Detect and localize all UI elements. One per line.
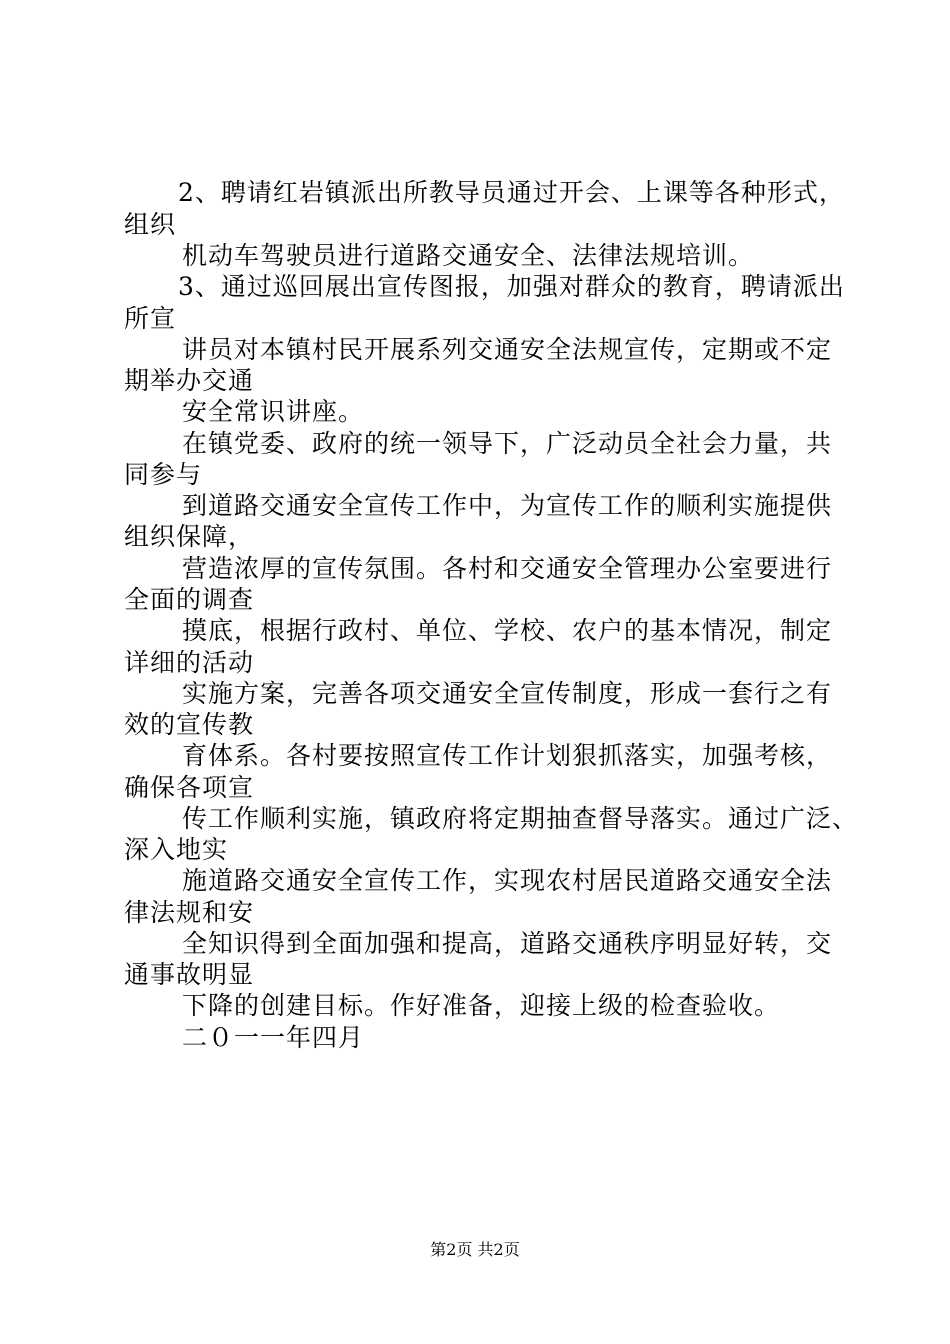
text-line: 摸底，根据行政村、单位、学校、农户的基本情况，制定 <box>182 616 833 645</box>
text-line: 施道路交通安全宣传工作，实现农村居民道路交通安全法 <box>182 866 833 895</box>
text-line: 安全常识讲座。 <box>182 397 365 426</box>
page-footer: 第2页 共2页 <box>430 1240 520 1259</box>
text-line: 传工作顺利实施，镇政府将定期抽查督导落实。通过广泛、 <box>182 804 859 833</box>
text-line: 律法规和安 <box>124 898 255 927</box>
text-line: 2、聘请红岩镇派出所教导员通过开会、上课等各种形式， <box>178 178 845 207</box>
text-line: 3、通过巡回展出宣传图报，加强对群众的教育，聘请派出 <box>178 272 845 301</box>
text-line: 效的宣传教 <box>124 710 255 739</box>
text-line: 到道路交通安全宣传工作中，为宣传工作的顺利实施提供 <box>182 491 833 520</box>
text-line: 详细的活动 <box>124 648 255 677</box>
text-line: 确保各项宣 <box>124 773 255 802</box>
text-line: 同参与 <box>124 460 203 489</box>
text-line: 下降的创建目标。作好准备，迎接上级的检查验收。 <box>182 991 781 1020</box>
text-line: 机动车驾驶员进行道路交通安全、法律法规培训。 <box>182 241 755 270</box>
text-line: 育体系。各村要按照宣传工作计划狠抓落实，加强考核， <box>182 741 833 770</box>
text-line: 组织 <box>124 210 177 239</box>
text-line: 全知识得到全面加强和提高，道路交通秩序明显好转，交 <box>182 929 833 958</box>
date-line: 二０一一年四月 <box>182 1023 365 1052</box>
text-line: 实施方案，完善各项交通安全宣传制度，形成一套行之有 <box>182 679 833 708</box>
text-line: 期举办交通 <box>124 366 255 395</box>
text-line: 讲员对本镇村民开展系列交通安全法规宣传，定期或不定 <box>182 335 833 364</box>
text-line: 在镇党委、政府的统一领导下，广泛动员全社会力量，共 <box>182 429 833 458</box>
text-line: 通事故明显 <box>124 960 255 989</box>
text-line: 全面的调查 <box>124 585 255 614</box>
text-line: 深入地实 <box>124 835 229 864</box>
text-line: 所宣 <box>124 304 177 333</box>
text-line: 营造浓厚的宣传氛围。各村和交通安全管理办公室要进行 <box>182 554 833 583</box>
text-line: 组织保障， <box>124 522 255 551</box>
